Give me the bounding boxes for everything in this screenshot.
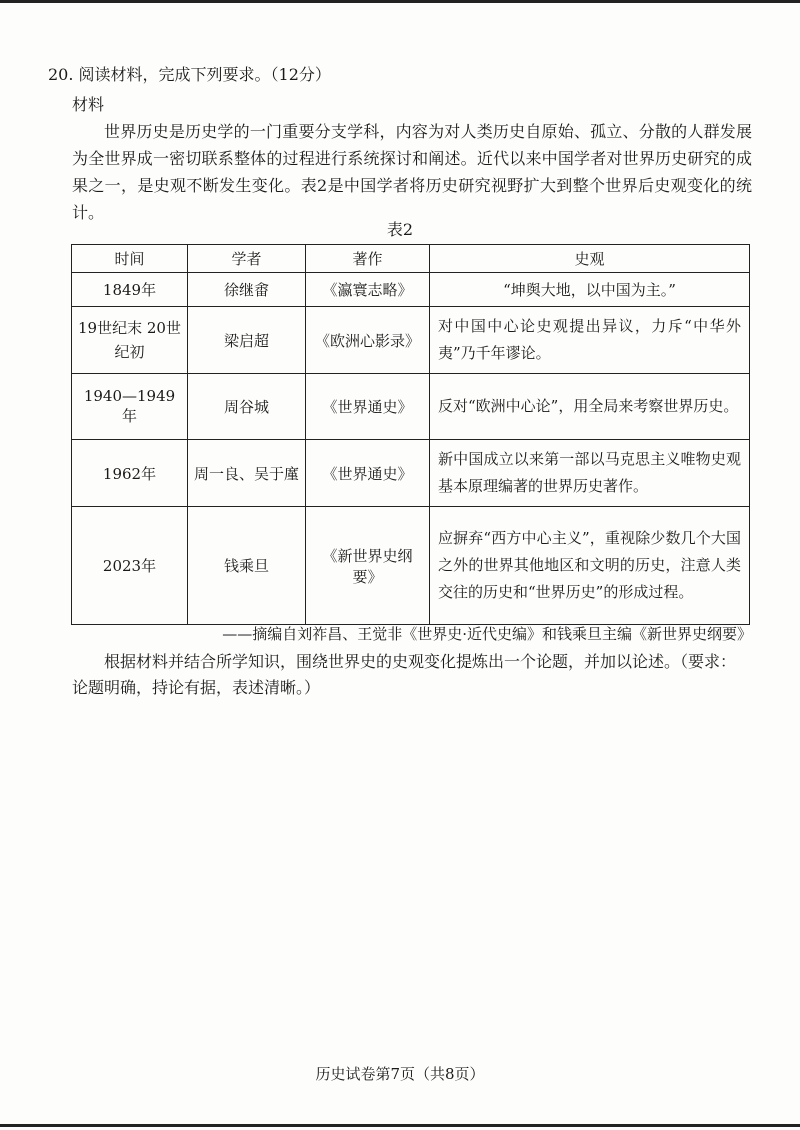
cell-time: 19世纪末 20世纪初 <box>72 307 188 374</box>
header-scholar: 学者 <box>188 245 306 273</box>
cell-work: 《新世界史纲要》 <box>306 507 430 625</box>
header-view: 史观 <box>430 245 750 273</box>
cell-scholar: 周谷城 <box>188 374 306 440</box>
page-footer: 历史试卷第7页（共8页） <box>315 1065 485 1083</box>
cell-work: 《欧洲心影录》 <box>306 307 430 374</box>
header-time: 时间 <box>72 245 188 273</box>
table-row <box>72 273 750 307</box>
cell-time: 2023年 <box>72 507 188 625</box>
cell-time: 1962年 <box>72 440 188 507</box>
table-source-note: ——摘编自刘祚昌、王觉非《世界史·近代史编》和钱乘旦主编《新世界史纲要》 <box>222 625 752 643</box>
question-prompt <box>72 649 752 701</box>
cell-view: 应摒弃“西方中心主义”，重视除少数几个大国之外的世界其他地区和文明的历史，注意人类交往的历史和“世界历史”的形成过程。 <box>430 507 750 625</box>
table-row <box>72 374 750 440</box>
cell-view: 反对“欧洲中心论”，用全局来考察世界历史。 <box>430 374 750 440</box>
cell-work: 《世界通史》 <box>306 374 430 440</box>
material-text: 世界历史是历史学的一门重要分支学科，内容为对人类历史自原始、孤立、分散的人群发展为全世界成一密切联系整体的过程进行系统探讨和阐述。近代以来中国学者对世界历史研究的成果之一，是史观不断发生变化。表2是中国学者将历史研究视野扩大到整个世界后史观变化的统计。 <box>72 122 752 222</box>
table-header-row <box>72 245 750 273</box>
cell-scholar: 梁启超 <box>188 307 306 374</box>
bottom-border-rule <box>0 1124 800 1127</box>
cell-scholar: 钱乘旦 <box>188 507 306 625</box>
table-caption: 表2 <box>386 220 414 239</box>
prompt-line-1: 根据材料并结合所学知识，围绕世界史的史观变化提炼出一个论题，并加以论述。（要求： <box>104 652 737 671</box>
table-row <box>72 307 750 374</box>
cell-work: 《世界通史》 <box>306 440 430 507</box>
header-work: 著作 <box>306 245 430 273</box>
cell-scholar: 周一良、吴于廑 <box>188 440 306 507</box>
cell-time: 1940—1949年 <box>72 374 188 440</box>
cell-view: 对中国中心论史观提出异议，力斥“中华外夷”乃千年谬论。 <box>430 307 750 374</box>
question-title: 20. 阅读材料，完成下列要求。（12分） <box>48 65 331 84</box>
top-border-rule <box>0 0 800 3</box>
material-label: 材料 <box>72 95 105 114</box>
table-row <box>72 507 750 625</box>
cell-time: 1849年 <box>72 273 188 307</box>
prompt-line-2: 论题明确，持论有据，表述清晰。） <box>72 678 321 697</box>
cell-scholar: 徐继畬 <box>188 273 306 307</box>
cell-view: 新中国成立以来第一部以马克思主义唯物史观基本原理编著的世界历史著作。 <box>430 440 750 507</box>
table-row <box>72 440 750 507</box>
cell-work: 《瀛寰志略》 <box>306 273 430 307</box>
cell-view: “坤舆大地，以中国为主。” <box>430 273 750 307</box>
history-views-table <box>71 244 750 625</box>
